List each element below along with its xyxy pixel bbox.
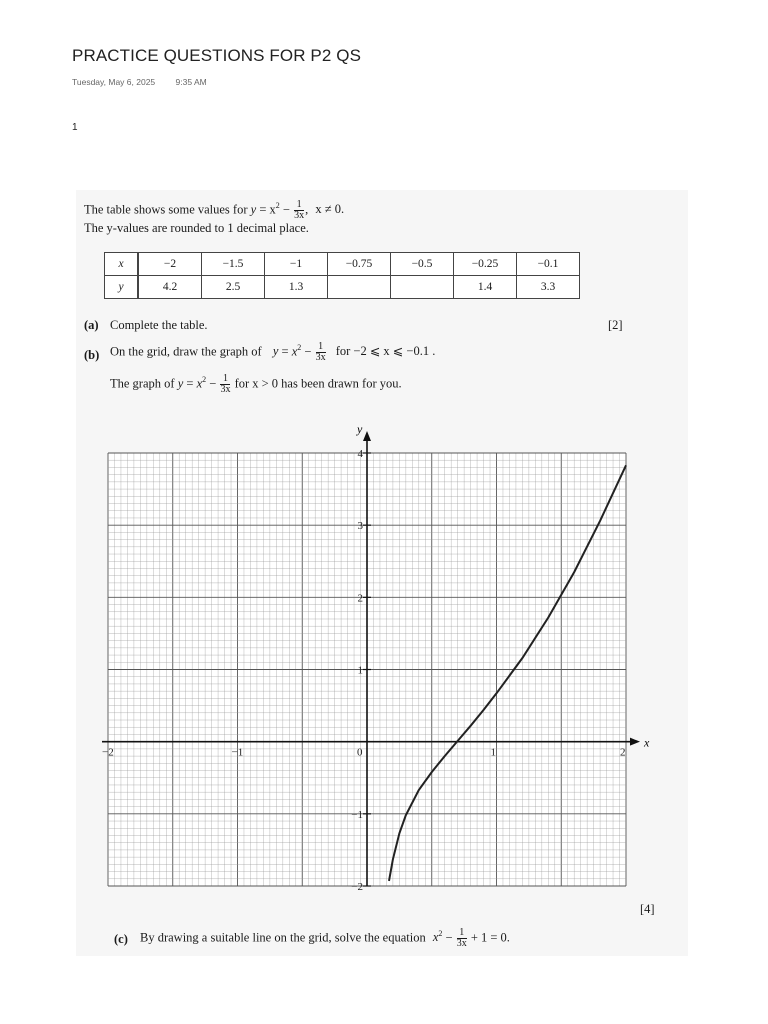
part-b-line-1: On the grid, draw the graph of $y = x^2$ − $\frac{1}{3x}$ for −2 ⩽ x ⩽ −0.1 .	[110, 341, 436, 363]
table-header-y: y	[105, 276, 139, 299]
table-cell: 1.4	[454, 276, 517, 299]
note-date: Tuesday, May 6, 2025	[72, 77, 156, 87]
y-axis-label: y	[357, 422, 363, 436]
table-cell: −0.5	[391, 253, 454, 276]
part-a-marks: [2]	[608, 318, 623, 332]
table-cell: 4.2	[138, 276, 202, 299]
table-cell: −0.25	[454, 253, 517, 276]
part-c-text: By drawing a suitable line on the grid, solve the equation $x^2$ − $\frac{1}{3x}$ + 1 = 0.	[140, 927, 510, 949]
y-tick-label: 4	[357, 448, 363, 460]
note-time: 9:35 AM	[175, 77, 207, 87]
table-cell: 2.5	[202, 276, 265, 299]
y-tick-label: 3	[357, 520, 363, 533]
x-tick-label: −2	[102, 746, 114, 759]
x-tick-label: −1	[231, 746, 244, 759]
x-tick-label: 0	[357, 746, 363, 759]
fraction: $\frac{1}{3x}$	[315, 341, 326, 363]
table-cell: −1	[265, 253, 328, 276]
part-b-label: (b)	[84, 348, 100, 362]
part-b-line-2: The graph of $y = x^2$ − $\frac{1}{3x}$ for x > 0 has been drawn for you.	[110, 373, 402, 395]
x-axis-label: x	[644, 735, 650, 750]
y-tick-label: −2	[351, 881, 363, 893]
part-b-marks: [4]	[640, 902, 655, 916]
intro-line-1: The table shows some values for $y = x^2$ − $\frac{1}{3x}$ , x ≠ 0.	[84, 199, 345, 221]
y-tick-label: 1	[357, 664, 363, 677]
y-tick-label: 2	[357, 592, 363, 605]
question-image	[76, 190, 688, 956]
table-cell: 1.3	[265, 276, 328, 299]
x-tick-label: 2	[620, 746, 626, 759]
y-tick-label: −1	[351, 808, 363, 821]
table-cell: −0.75	[328, 253, 391, 276]
question-number: 1	[72, 122, 78, 133]
part-c-label: (c)	[114, 932, 128, 946]
table-cell: 3.3	[517, 276, 580, 299]
part-a-text: Complete the table.	[110, 318, 208, 332]
table-cell: −1.5	[202, 253, 265, 276]
y-axis-arrow	[363, 431, 371, 441]
x-tick-label: 1	[490, 746, 496, 759]
part-a-label: (a)	[84, 318, 99, 332]
fraction: $\frac{1}{3x}$	[456, 927, 467, 949]
table-cell: −2	[138, 253, 202, 276]
intro-line-2: The y-values are rounded to 1 decimal place.	[84, 221, 309, 235]
note-timestamp	[72, 77, 207, 87]
fraction: $\frac{1}{3x}$	[220, 373, 231, 395]
table-header-x: x	[105, 253, 139, 276]
x-axis-arrow	[630, 738, 640, 746]
table-cell: −0.1	[517, 253, 580, 276]
fraction: $\frac{1}{3x}$	[294, 199, 305, 221]
page-title: PRACTICE QUESTIONS FOR P2 QS	[72, 46, 362, 65]
graph-grid	[76, 190, 688, 956]
